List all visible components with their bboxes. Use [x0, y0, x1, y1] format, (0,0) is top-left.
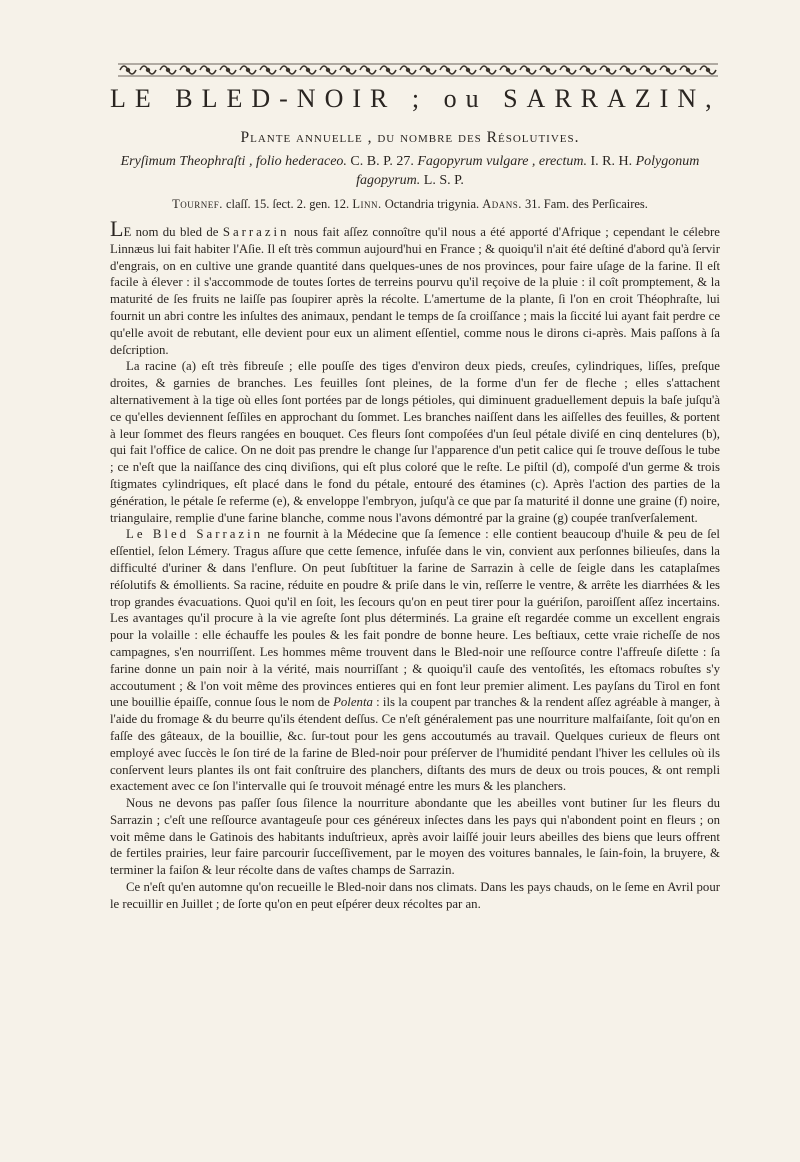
ornament-icon: [118, 60, 718, 80]
drop-cap: L: [110, 216, 124, 241]
paragraph-3: [110, 526, 720, 795]
synonym-1: Eryſimum Theophraſti , folio hederaceo.: [120, 154, 347, 169]
subtitle: Plante annuelle , du nombre des Résolutives.: [240, 129, 580, 146]
synonym-1-ref: C. B. P.: [346, 154, 397, 169]
page-title: LE BLED-NOIR ; ou SARRAZIN,: [110, 84, 721, 113]
paragraph-2: La racine (a) eſt très fibreuſe ; elle pouſſe des tiges d'environ deux pieds, creuſes, cylindriques, liſſes, preſque droites, & garnies de branches. Les feuilles ſont pleines, de la forme d'un fer de fleche ; elles s'attachent alternativement à la tige où elles ſont portées par de longs pétioles, qui diminuent graduellement depuis la baſe juſqu'à ce qu'elles deviennent ſeſſiles en approchant du ſommet. Les branches naiſſent dans les aiſſelles des feuilles, & portent à leur ſommet des fleurs rangées en bouquet. Ces fleurs ſont compoſées d'un ſeul pétale diviſé en cinq dentelures (b), qui fait l'office de calice. On ne doit pas prendre le change ſur l'apparence d'un petit calice qui ſe trouve deſſous le tube ; ce n'eſt que la naiſſance des cinq diviſions, qui eſt plus coloré que le reſte. Le piſtil (d), compoſé d'un germe & trois ſtigmates cylindriques, eſt placé dans le fond du pétale, entouré des étamines (c). Après l'action des parties de la génération, le pétale ſe referme (e), & enveloppe l'embryon, juſqu'à ce que par ſa maturité il donne une graine (f) noire, triangulaire, remplie d'une farine blanche, comme nous l'avons démontré par la graine (g) coupée tranſverſalement.: [110, 359, 720, 525]
plant-name-2: Le Bled Sarrazin: [126, 527, 264, 542]
author-adanson: Adans.: [482, 197, 522, 211]
classification-adanson: 31. Fam. des Perſicaires.: [521, 197, 648, 211]
paragraph-3-text: ne fournit à la Médecine que ſa ſemence : elle contient beaucoup d'huile & peu de ſel eſſentiel, ſelon Lémery. Tragus aſſure que cette ſemence, infuſée dans le vin, convient aux perſonnes bilieuſes, dans la difficulté d'uriner & dans l'enflure. On peut ſubſtituer la farine de Sarrazin à celle de ſeigle dans les cataplaſmes réſolutifs & émollients. Sa racine, réduite en poudre & priſe dans le vin, reſſerre le ventre, & arrête les diarrhées & les trop grandes évacuations. Quoi qu'il en ſoit, les ſecours qu'on en peut tirer pour la guériſon, paroiſſent aſſez incertains. Les avantages qu'il procure à la vie agreſte ſont plus déterminés. La graine eſt regardée comme un excellent engrais pour la volaille : elle échauffe les poules & les fait pondre de bonne heure. Les beſtiaux, cette vraie richeſſe de nos campagnes, s'en nourriſſent. Les hommes même trouvent dans le Bled-noir une reſſource contre l'affreuſe diſette : ſa farine donne un pain noir à la vérité, mais nourriſſant ; & quoiqu'il cauſe des ventoſités, les eſtomacs robuſtes s'y accoutument ; & l'on voit même des provinces entieres qui en font leur premier aliment. Les payſans du Tirol en font une bouillie épaiſſe, connue ſous le nom de: [110, 527, 720, 710]
synonym-1-page: 27.: [396, 154, 414, 169]
author-linnaeus: Linn.: [352, 197, 382, 211]
paragraph-1: [110, 216, 720, 358]
synonym-2: Fagopyrum vulgare , erectum.: [413, 154, 587, 169]
paragraph-5: Ce n'eſt qu'en automne qu'on recueille le Bled-noir dans nos climats. Dans les pays chauds, on le ſeme en Avril pour le recuillir en Juillet ; de ſorte qu'on en peut eſpérer deux récoltes par an.: [110, 880, 720, 911]
classification-line: [110, 196, 710, 212]
paragraph-4: Nous ne devons pas paſſer ſous ſilence la nourriture abondante que les abeilles vont butiner ſur les fleurs du Sarrazin ; c'eſt une reſſource avantageuſe pour ces généreux inſectes dans les pays qui n'abondent point en fleurs ; on voit même dans le Gatinois des habitants induſtrieux, après avoir laiſſé jouir leurs abeilles des biens que leurs offrent de fertiles prairies, leur faire parcourir ſucceſſivement, par le moyen des voitures bannales, le ſain-foin, la bruyere, & terminer la faiſon & leur récolte dans de vaſtes champs de Sarrazin.: [110, 796, 720, 878]
paragraph-1-text: nous fait aſſez connoître qu'il nous a été apporté d'Afrique ; cependant le célebre Linnæus lui fait habiter l'Aſie. Il eſt très commun aujourd'hui en France ; & quoiqu'il n'ait été deſtiné d'abord qu'à ſervir d'engrais, on en cultive une grande quantité dans quelques-unes de nos provinces, pour faire uſage de la farine. Il eſt facile à élever : il s'accommode de toutes ſortes de terreins pourvu qu'il reçoive de la pluie : il coît promptement, & la maturité de ſes fruits ne laiſſe pas ſoupirer après la récolte. L'amertume de la plante, ſi l'on en croit Théophraſte, lui fournit un abri contre les inſultes des animaux, pendant le temps de ſa croiſſance ; mais la ſiccité lui ayant fait perdre ce qu'elle avoit de rebutant, elle devient pour eux un aliment eſſentiel, comme nous le dirons ci-après. Mais paſſons à ſa deſcription.: [110, 225, 720, 357]
polenta-term: Polenta: [333, 695, 373, 710]
paragraph-3-text-2: : ils la coupent par tranches & la rendent aſſez agréable à manger, à l'aide du fromage & du beurre qu'ils étendent deſſus. Ce n'eſt généralement pas une nourriture malfaiſante, ſoit qu'on en faſſe des gâteaux, de la bouillie, &c. ſur-tout pour les gens accoutumés au travail. Quelques curieux de fleurs ont employé avec ſuccès le ſon tiré de la farine de Bled-noir pour préſerver de l'humidité pendant l'hiver les cellules où ils conſervent leurs plantes ils ont fait conſtruire des planchers, diſtants des murs de deux ou trois pouces, & ont rempli exactement avec ce ſon l'intervalle qui ſe trouvoit ménagé entre les murs & les planchers.: [110, 695, 720, 794]
classification-tournefort: claſſ. 15. ſect. 2. gen. 12.: [222, 197, 353, 211]
classification-linnaeus: Octandria trigynia.: [381, 197, 483, 211]
paragraph-1-lead: E nom du bled de: [123, 225, 223, 239]
synonym-3: Polygonum fagopyrum.: [356, 154, 700, 188]
synonyms: [110, 152, 710, 190]
body-text: [110, 216, 720, 913]
synonym-3-ref: L. S. P.: [420, 173, 464, 188]
plant-name: Sarrazin: [222, 225, 290, 239]
synonym-2-ref: I. R. H.: [586, 154, 636, 169]
ornament-band: [118, 60, 718, 80]
author-tournefort: Tournef.: [172, 197, 223, 211]
